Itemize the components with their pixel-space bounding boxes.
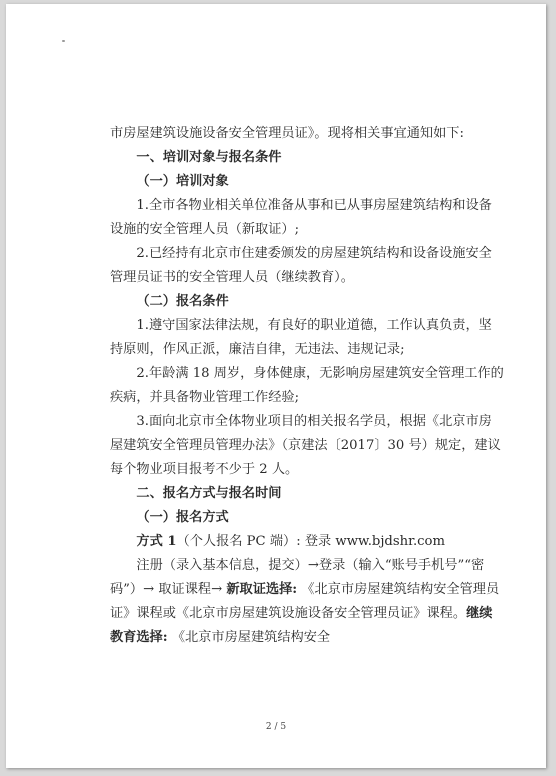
method-1-text: （个人报名 PC 端）: 登录 www.bjdshr.com [176,534,446,549]
continuing-education-label: 继续教育选择: [110,606,493,645]
training-target-item-1: 1.全市各物业相关单位准备从事和已从事房屋建筑结构和设备设施的安全管理人员（新取证）; [110,198,492,237]
requirements-heading: （二）报名条件 [136,294,229,309]
method-1-label: 方式 1 [136,534,177,549]
method-1-paragraph [110,530,505,554]
scan-speck [62,40,65,42]
registration-steps-paragraph [110,554,505,650]
new-certificate-label: 新取证选择: [226,582,298,597]
page-number: 2 / 5 [265,722,287,732]
continuing-education-courses: 《北京市房屋建筑结构安全 [167,630,331,645]
document-page [6,4,546,768]
intro-paragraph: 市房屋建筑设施设备安全管理员证》。现将相关事宜通知如下: [110,126,464,141]
requirement-item-3: 3.面向北京市全体物业项目的相关报名学员，根据《北京市房屋建筑安全管理员管理办法》（京建法〔2017〕30 号）规定，建议每个物业项目报考不少于 2 人。 [110,414,501,477]
section-2-heading: 二、报名方式与报名时间 [136,486,282,501]
registration-steps-text: 注册（录入基本信息，提交）→登录（输入“账号手机号”“密码”）→ 取证课程→ [110,558,485,597]
method-heading: （一）报名方式 [136,510,229,525]
training-target-item-2: 2.已经持有北京市住建委颁发的房屋建筑结构和设备设施安全管理员证书的安全管理人员（继续教育）。 [110,246,492,285]
requirement-item-1: 1.遵守国家法律法规，有良好的职业道德，工作认真负责，坚持原则，作风正派，廉洁自律，无违法、违规记录; [110,318,492,357]
training-targets-heading: （一）培训对象 [136,174,229,189]
requirement-item-2: 2.年龄满 18 周岁，身体健康，无影响房屋建筑安全管理工作的疾病，并具备物业管理工作经验; [110,366,504,405]
section-1-heading: 一、培训对象与报名条件 [136,150,282,165]
new-certificate-courses: 《北京市房屋建筑结构安全管理员证》课程或《北京市房屋建筑设施设备安全管理员证》课程。 [110,582,500,621]
document-body [110,122,505,650]
